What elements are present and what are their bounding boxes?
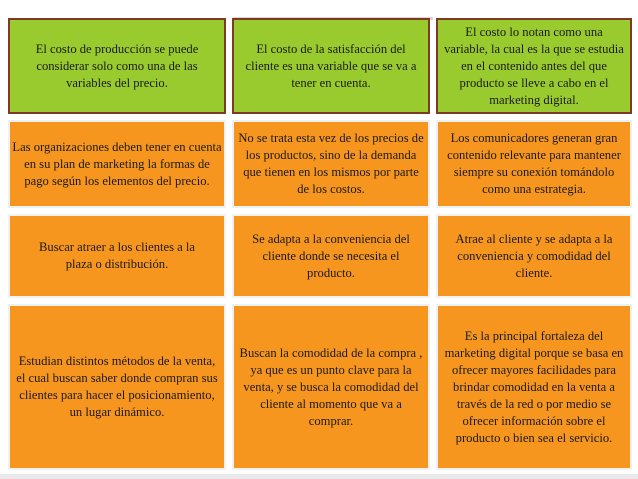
grid-cell-r4-c3: Es la principal fortaleza del marketing digital porque se basa en ofrecer mayores facilidades para brindar comodidad en la venta a través de la red o por medio se ofrecer información sobre el producto o bien sea el servicio. <box>436 304 632 470</box>
grid-cell-r2-c3: Los comunicadores generan gran contenido relevante para mantener siempre su conexión tomándolo como una estrategia. <box>436 120 632 208</box>
grid-cell-r4-c1: Estudian distintos métodos de la venta, el cual buscan saber donde compran sus clientes para hacer el posicionamiento, un lugar dinámico. <box>8 304 226 470</box>
grid-cell-r3-c3: Atrae al cliente y se adapta a la conveniencia y comodidad del cliente. <box>436 214 632 298</box>
grid-cell-r3-c2: Se adapta a la conveniencia del cliente donde se necesita el producto. <box>232 214 430 298</box>
bottom-decoration-line <box>0 474 638 479</box>
grid-cell-r1-c2: El costo de la satisfacción del cliente es una variable que se va a tener en cuenta. <box>232 18 430 114</box>
grid-cell-r3-c1: Buscar atraer a los clientes a la plaza o distribución. <box>8 214 226 298</box>
grid-cell-r1-c3: El costo lo notan como una variable, la cual es la que se estudia en el contenido antes del que producto se lleve a cabo en el marketing digital. <box>436 18 632 114</box>
grid-cell-r2-c1: Las organizaciones deben tener en cuenta en su plan de marketing la formas de pago según los elementos del precio. <box>8 120 226 208</box>
grid-cell-r1-c1: El costo de producción se puede considerar solo como una de las variables del precio. <box>8 18 226 114</box>
grid-cell-r4-c2: Buscan la comodidad de la compra , ya que es un punto clave para la venta, y se busca la comodidad del cliente al momento que va a comprar. <box>232 304 430 470</box>
grid-cell-r2-c2: No se trata esta vez de los precios de los productos, sino de la demanda que tienen en los mismos por parte de los costos. <box>232 120 430 208</box>
